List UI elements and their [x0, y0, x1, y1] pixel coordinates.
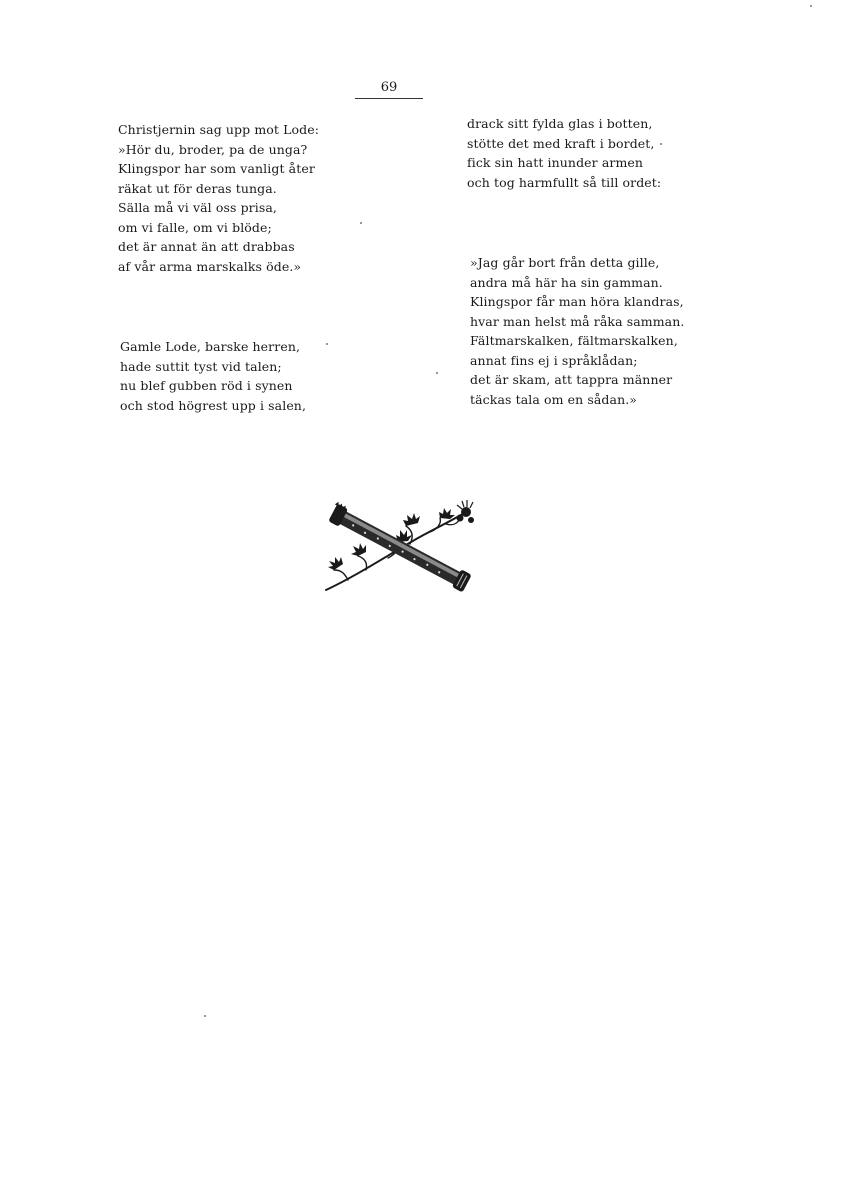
verse-line: och tog harmfullt så till ordet: — [467, 174, 662, 190]
verse-line: hade suttit tyst vid talen; — [120, 358, 282, 374]
scan-speck — [436, 372, 438, 374]
baton-and-thistle-vignette-icon — [318, 500, 482, 596]
page-number: 69 — [355, 80, 423, 99]
verse-line: hvar man helst må råka samman. — [470, 313, 685, 329]
right-stanza-1 — [467, 114, 661, 192]
verse-line: annat fins ej i språklådan; — [470, 352, 638, 368]
verse-line: Gamle Lode, barske herren, — [120, 339, 301, 354]
verse-line: det är annat än att drabbas — [118, 239, 295, 254]
verse-line: Fältmarskalken, fältmarskalken, — [470, 333, 678, 348]
verse-line: Sälla må vi väl oss prisa, — [118, 200, 277, 215]
verse-line: täckas tala om en sådan.» — [470, 391, 638, 407]
verse-line: om vi falle, om vi blöde; — [118, 219, 272, 235]
verse-line: Christjernin sag upp mot Lode: — [118, 122, 320, 137]
verse-line: Klingspor får man höra klandras, — [470, 294, 684, 309]
scan-speck — [360, 222, 362, 224]
left-stanza-2 — [120, 337, 306, 415]
verse-line: räkat ut för deras tunga. — [118, 180, 277, 196]
scan-speck — [660, 143, 662, 145]
verse-line: fick sin hatt inunder armen — [467, 155, 644, 170]
scan-speck — [204, 1015, 206, 1017]
verse-line: och stod högrest upp i salen, — [120, 397, 307, 413]
verse-line: Klingspor har som vanligt åter — [118, 161, 315, 176]
verse-line: nu blef gubben röd i synen — [120, 378, 293, 393]
verse-line: det är skam, att tappra männer — [470, 372, 673, 387]
scan-speck — [326, 343, 328, 345]
left-stanza-1 — [118, 120, 319, 276]
verse-line: »Jag går bort från detta gille, — [470, 255, 660, 270]
verse-line: drack sitt fylda glas i botten, — [467, 116, 653, 131]
verse-line: andra må här ha sin gamman. — [470, 274, 663, 290]
verse-line: »Hör du, broder, pa de unga? — [118, 141, 308, 157]
scan-speck — [810, 5, 812, 7]
right-stanza-2 — [470, 253, 684, 409]
verse-line: stötte det med kraft i bordet, — [467, 135, 655, 151]
verse-line: af vår arma marskalks öde.» — [118, 258, 302, 274]
